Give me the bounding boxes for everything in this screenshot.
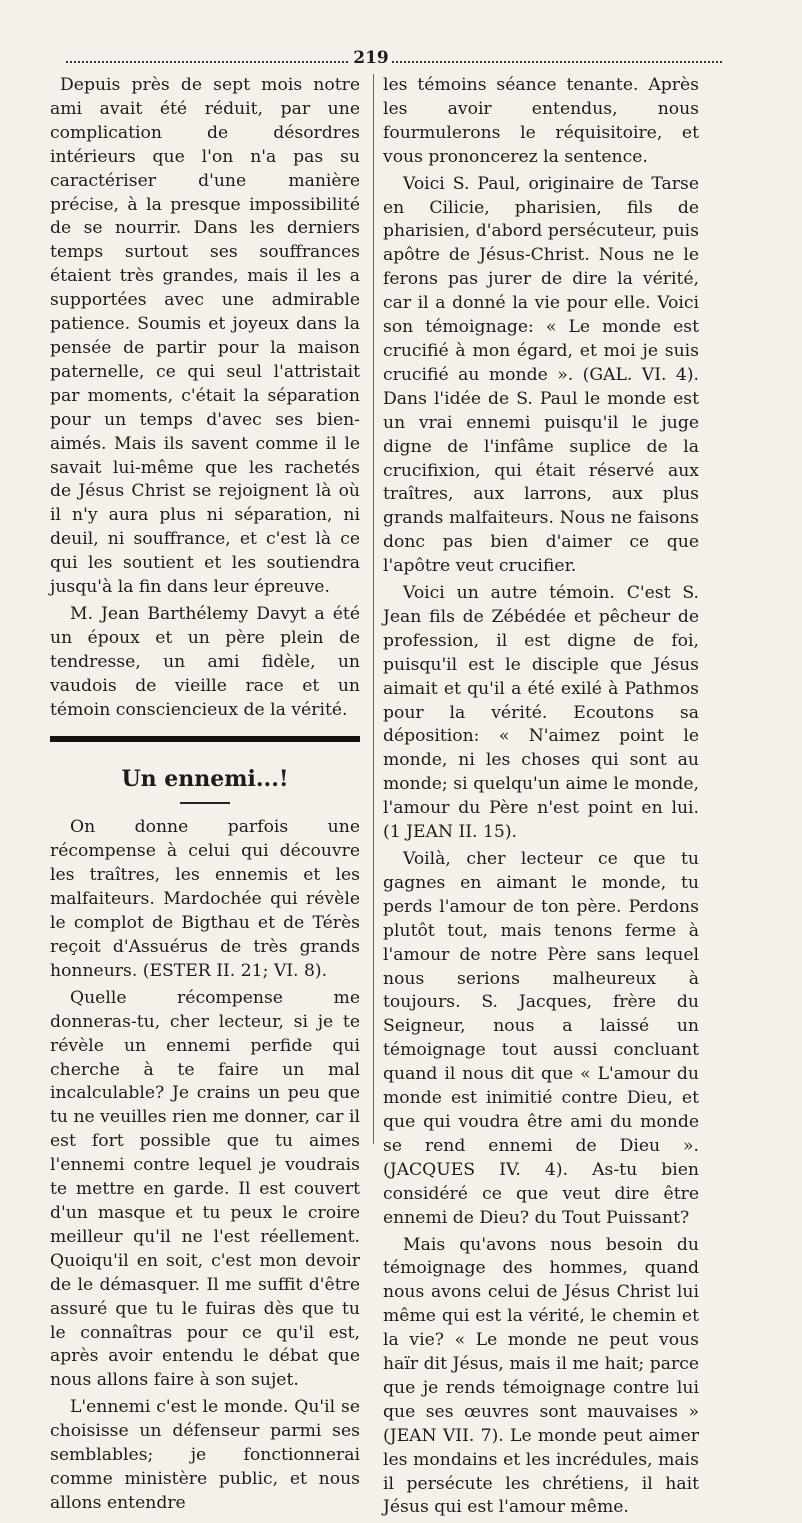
article-paragraph: L'ennemi c'est le monde. Qu'il se choisisse un défenseur parmi ses semblables; je fonctionnerai comme ministère public, et nous allons entendre: [50, 1397, 360, 1513]
article-paragraph: Quelle récompense me donneras-tu, cher lecteur, si je te révèle un ennemi perfide qui cherche à te faire un mal incalculable? Je crains un peu que tu ne veuilles rien me donner, car il est fort possible que tu aimes l'ennemi contre lequel je voudrais te mettre en garde. Il est couvert d'un masque et tu peux le croire meilleur qu'il ne l'est réellement. Quoiqu'il en soit, c'est mon devoir de le démasquer. Il me suffit d'être assuré que tu le fuiras dès que tu le connaîtras pour ce qu'il est, après avoir entendu le débat que nous allons faire à son sujet.: [50, 987, 360, 1391]
obituary-paragraph: M. Jean Barthélemy Davyt a été un époux et un père plein de tendresse, un ami fidèle, un vaudois de vieille race et un témoin consciencieux de la vérité.: [50, 603, 360, 720]
obituary-paragraph: Depuis près de sept mois notre ami avait été réduit, par une complication de désordres intérieurs que l'on n'a pas su caractériser d'une manière précise, à la presque impossibilité de se nourrir. Dans les derniers temps surtout ses souffrances étaient très grandes, mais il les a supportées avec une admirable patience. Soumis et joyeux dans la pensée de partir pour la maison paternelle, ce qui seul l'attristait par moments, c'était la séparation pour un temps d'avec ses bien-aimés. Mais ils savent comme il le savait lui-même que les rachetés de Jésus Christ se rejoignent là où il n'y aura plus ni séparation, ni deuil, ni souffrance, et c'est là ce qui les soutient et les soutiendra jusqu'à la fin dans leur épreuve.: [50, 75, 360, 598]
header-dotted-rule-right: [392, 61, 722, 63]
article-paragraph: Voici un autre témoin. C'est S. Jean fils de Zébédée et pêcheur de profession, il est digne de foi, puisqu'il est le disciple que Jésus aimait et qu'il a été exilé à Pathmos pour la vérité. Ecoutons sa déposition: « N'aimez point le monde, ni les choses qui sont au monde; si quelqu'un aime le monde, l'amour du Père n'est point en lui. (1 JEAN II. 15).: [383, 583, 699, 843]
page-number: 219: [353, 48, 389, 68]
article-paragraph: Voici S. Paul, originaire de Tarse en Cilicie, pharisien, fils de pharisien, d'abord persécuteur, puis apôtre de Jésus-Christ. Nous ne le ferons pas jurer de dire la vérité, car il a donné la vie pour elle. Voici son témoignage: « Le monde est crucifié à mon égard, et moi je suis crucifié au monde ». (GAL. VI. 4). Dans l'idée de S. Paul le monde est un vrai ennemi puisqu'il le juge digne de l'infâme suplice de la crucifixion, qui était réservé aux traîtres, aux larrons, aux plus grands malfaiteurs. Nous ne faisons donc pas bien d'aimer ce que l'apôtre veut crucifier.: [383, 173, 699, 577]
article-paragraph: Voilà, cher lecteur ce que tu gagnes en aimant le monde, tu perds l'amour de ton père. Perdons plutôt tout, mais tenons ferme à l'amour de notre Père sans lequel nous serions malheureux à toujours. S. Jacques, frère du Seigneur, nous a laissé un témoignage tout aussi concluant quand il nous dit que « L'amour du monde est inimitié contre Dieu, et que qui voudra être ami du monde se rend ennemi de Dieu ». (JACQUES IV. 4). As-tu bien considéré ce que veut dire être ennemi de Dieu? du Tout Puissant?: [383, 849, 699, 1228]
article-paragraph: On donne parfois une récompense à celui qui découvre les traîtres, les ennemis et les malfaiteurs. Mardochée qui révèle le complot de Bigthau et de Térès reçoit d'Assuérus de très grands honneurs. (ESTER II. 21; VI. 8).: [50, 817, 360, 981]
article-paragraph: les témoins séance tenante. Après les avoir entendus, nous fourmulerons le réquisitoire, et vous prononcerez la sentence.: [383, 75, 699, 167]
article-paragraph: Mais qu'avons nous besoin du témoignage des hommes, quand nous avons celui de Jésus Christ lui même qui est la vérité, le chemin et la vie? « Le monde ne peut vous haïr dit Jésus, mais il me hait; parce que je rends témoignage contre lui que ses œuvres sont mauvaises » (JEAN VII. 7). Le monde peut aimer les mondains et les incrédules, mais il persécute les chrétiens, il hait Jésus qui est l'amour même.: [383, 1234, 699, 1518]
article-title: Un ennemi...!: [121, 766, 289, 793]
header-dotted-rule-left: [66, 61, 348, 63]
left-column: [50, 74, 360, 1519]
title-underline: [180, 802, 230, 804]
column-divider: [373, 74, 374, 1144]
section-divider: [50, 736, 360, 742]
right-column: [383, 74, 699, 1523]
